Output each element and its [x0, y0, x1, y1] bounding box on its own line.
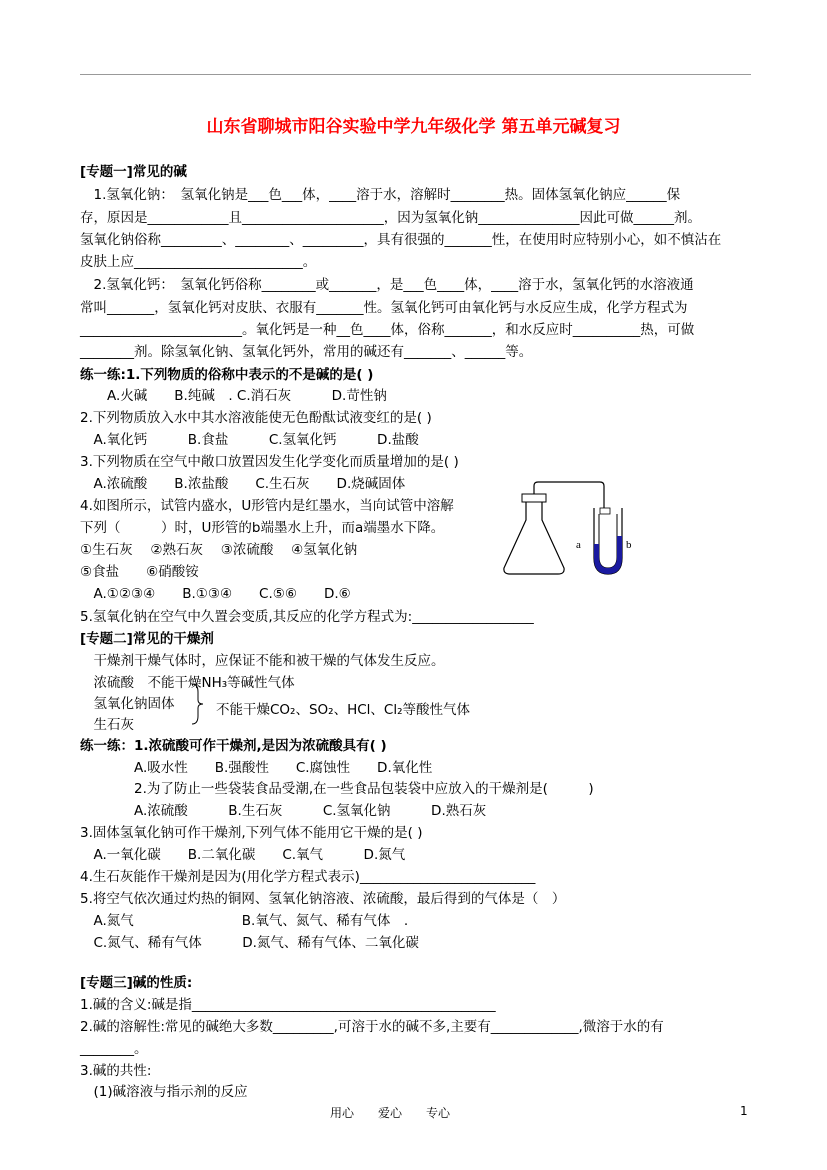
text-line: 1.氢氧化钠： 氢氧化钠是___色___体，____溶于水，溶解时________热。固体氢氧化钠应______保	[80, 187, 681, 203]
text-line: 下列（ ）时，U形管的b端墨水上升，而a端墨水下降。	[80, 520, 445, 536]
text-line: (1)碱溶液与指示剂的反应	[80, 1084, 248, 1100]
text-line: A.一氧化碳 B.二氧化碳 C.氧气 D.氮气	[80, 847, 406, 863]
text-line: 干燥剂干燥气体时，应保证不能和被干燥的气体发生反应。	[80, 653, 445, 669]
text-line: 2.下列物质放入水中其水溶液能使无色酚酞试液变红的是( )	[80, 410, 432, 426]
text-line: A.吸水性 B.强酸性 C.腐蚀性 D.氧化性	[80, 760, 433, 776]
text-line: 2.氢氧化钙： 氢氧化钙俗称________或_______，是___色____体，____溶于水，氢氧化钙的水溶液通	[80, 277, 694, 293]
text-line: A.浓硫酸 B.生石灰 C.氢氧化钠 D.熟石灰	[80, 803, 487, 819]
text-line: [专题一]常见的碱	[80, 164, 187, 180]
text-line: ⑤食盐 ⑥硝酸铵	[80, 564, 199, 580]
text-line: 2.碱的溶解性:常见的碱绝大多数_________,可溶于水的碱不多,主要有_____________,微溶于水的有	[80, 1019, 664, 1035]
text-line: 氢氧化钠俗称_________、________、_________，具有很强的_______性，在使用时应特别小心，如不慎沾在	[80, 232, 722, 248]
footer-slogan: 用心 爱心 专心	[330, 1106, 451, 1120]
u-tube-apparatus-diagram	[498, 478, 643, 582]
text-line: ________剂。除氢氧化钠、氢氧化钙外，常用的碱还有_______、______等。	[80, 344, 533, 360]
text-line: 练一练：1.浓硫酸可作干燥剂,是因为浓硫酸具有( )	[80, 738, 387, 754]
text-line: 4.如图所示，试管内盛水，U形管内是红墨水，当向试管中溶解	[80, 498, 454, 514]
text-line: 浓硫酸 不能干燥NH₃等碱性气体	[80, 675, 295, 691]
brace-note: 不能干燥CO₂、SO₂、HCl、Cl₂等酸性气体	[216, 702, 470, 718]
page-number: 1	[740, 1104, 748, 1118]
text-line: 皮肤上应_________________________。	[80, 254, 317, 270]
text-line: ________。	[80, 1041, 148, 1057]
desiccant-brace	[186, 682, 206, 730]
text-line: 氢氧化钠固体	[80, 696, 175, 712]
text-line: 3.下列物质在空气中敞口放置因发生化学变化而质量增加的是( )	[80, 454, 459, 470]
label-a: a	[576, 539, 581, 551]
text-line: 练一练:1.下列物质的俗称中表示的不是碱的是( )	[80, 367, 374, 383]
text-line: A.氧化钙 B.食盐 C.氢氧化钙 D.盐酸	[80, 432, 419, 448]
text-line: C.氮气、稀有气体 D.氮气、稀有气体、二氧化碳	[80, 935, 419, 951]
text-line: 1.碱的含义:碱是指_____________________________________________	[80, 997, 496, 1013]
text-line: A.①②③④ B.①③④ C.⑤⑥ D.⑥	[80, 586, 351, 602]
text-line: 5.氢氧化钠在空气中久置会变质,其反应的化学方程式为:__________________	[80, 609, 534, 625]
text-line: 3.碱的共性:	[80, 1063, 152, 1079]
text-line: 存，原因是____________且_____________________，因为氢氧化钠_______________因此可做______剂。	[80, 210, 701, 226]
text-line: 2.为了防止一些袋装食品受潮,在一些食品包装袋中应放入的干燥剂是( )	[80, 781, 594, 797]
text-line: A.氮气 B.氧气、氮气、稀有气体 .	[80, 913, 409, 929]
text-line: A.浓硫酸 B.浓盐酸 C.生石灰 D.烧碱固体	[80, 476, 406, 492]
text-line: 常叫_______，氢氧化钙对皮肤、衣服有_______性。氢氧化钙可由氧化钙与水反应生成，化学方程式为	[80, 300, 688, 316]
text-line: ________________________。氧化钙是一种__色____体，俗称_______，和水反应时__________热，可做	[80, 322, 695, 338]
text-line: 5.将空气依次通过灼热的铜网、氢氧化钠溶液、浓硫酸，最后得到的气体是（ ）	[80, 891, 566, 907]
text-line: 生石灰	[80, 717, 134, 733]
text-line: ①生石灰 ②熟石灰 ③浓硫酸 ④氢氧化钠	[80, 542, 358, 558]
document-title: 山东省聊城市阳谷实验中学九年级化学 第五单元碱复习	[206, 117, 621, 137]
text-line: A.火碱 B.纯碱 . C.消石灰 D.苛性钠	[80, 388, 387, 404]
text-line: 4.生石灰能作干燥剂是因为(用化学方程式表示)__________________________	[80, 869, 536, 885]
text-line: 3.固体氢氧化钠可作干燥剂,下列气体不能用它干燥的是( )	[80, 825, 423, 841]
header-rule	[80, 74, 751, 75]
text-line: [专题三]碱的性质:	[80, 975, 193, 991]
text-line: [专题二]常见的干燥剂	[80, 631, 214, 647]
label-b: b	[626, 539, 632, 551]
